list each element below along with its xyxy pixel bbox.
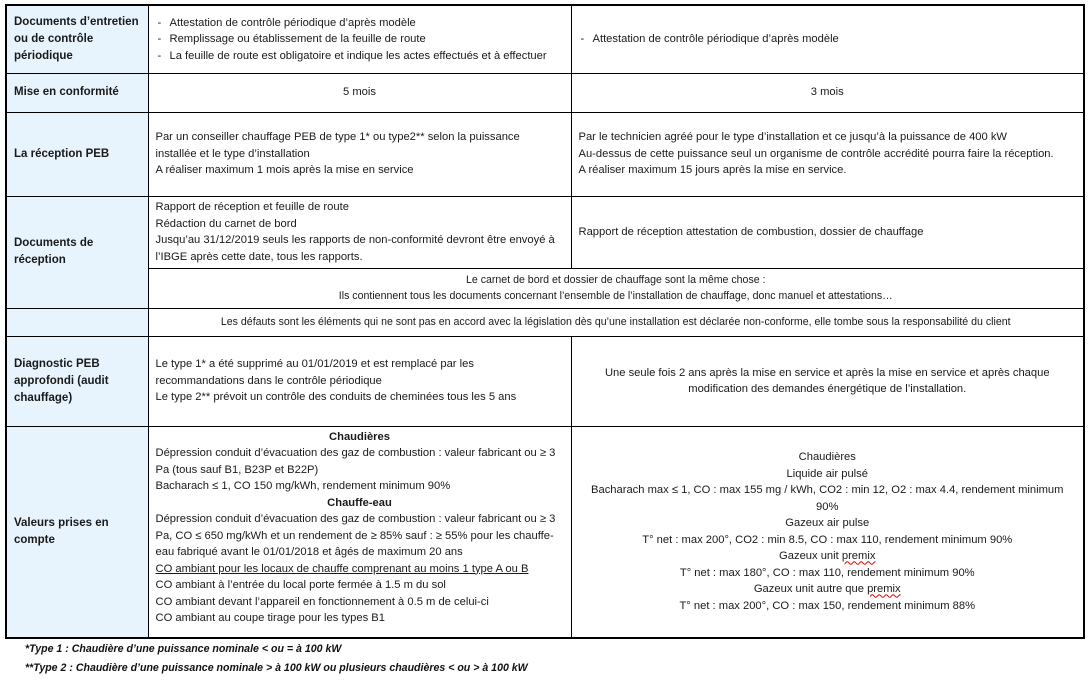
- text-line: Dépression conduit d’évacuation des gaz de combustion : valeur fabricant ou ≥ 3 Pa, CO ≤ 650 mg/kWh et un rendement de ≥ 85% sauf : ≥ 55% pour les chauffe-eau fabriqué avant le 01/01/2018 et âgés de maximum 20 ans: [155, 513, 556, 558]
- row-label: La réception PEB: [6, 112, 148, 196]
- text-line: Par un conseiller chauffage PEB de type 1* ou type2** selon la puissance installée et le type d’installation: [155, 131, 520, 160]
- text-line: Le carnet de bord et dossier de chauffage sont la même chose :: [465, 273, 766, 286]
- list-item: - La feuille de route est obligatoire et indique les actes effectués et à effectuer: [156, 48, 564, 65]
- text-line: Bacharach ≤ 1, CO 150 mg/kWh, rendement minimum 90%: [155, 480, 451, 492]
- row-label: Diagnostic PEB approfondi (audit chauffage): [6, 336, 148, 426]
- text-line: Par le technicien agréé pour le type d’installation et ce jusqu’à la puissance de 400 kW: [578, 131, 1007, 144]
- defauts-cell: Les défauts sont les éléments qui ne sont pas en accord avec la législation dès qu’une installation est déclarée non-conforme, elle tombe sous la responsabilité du client: [148, 308, 1084, 336]
- text-line: Le type 1* a été supprimé au 01/01/2019 et est remplacé par les recommandations dans le contrôle périodique: [155, 358, 474, 387]
- footnotes: [25, 640, 528, 678]
- row-valeurs: [6, 426, 1084, 638]
- list-item: - Remplissage ou établissement de la feuille de route: [156, 31, 564, 48]
- cell-col2: [571, 5, 1084, 73]
- section-heading: Chaudières: [329, 430, 390, 443]
- cell-col2: Rapport de réception attestation de combustion, dossier de chauffage: [571, 196, 1084, 268]
- footnote-type2: **Type 2 : Chaudière d’une puissance nominale > à 100 kW ou plusieurs chaudières < ou > à 100 kW: [25, 662, 528, 674]
- comparison-table: [5, 4, 1085, 639]
- underlined-text: CO ambiant pour les locaux de chauffe comprenant au moins 1 type A ou B: [155, 562, 529, 575]
- cell-col1: [148, 196, 571, 268]
- text-line: A réaliser maximum 15 jours après la mise en service.: [578, 164, 847, 177]
- cell-col2: [571, 112, 1084, 196]
- text-line: Rapport de réception et feuille de route: [155, 201, 349, 213]
- cell-col2: 3 mois: [571, 73, 1084, 112]
- text-line: Le type 2** prévoit un contrôle des conduits de cheminées tous les 5 ans: [155, 391, 517, 404]
- section-heading: Chauffe-eau: [327, 496, 392, 509]
- text-line: Au-dessus de cette puissance seul un organisme de contrôle accrédité pourra faire la réception.: [578, 147, 1054, 160]
- text-line: Ils contiennent tous les documents concernant l’ensemble de l’installation de chauffage, donc manuel et attestations…: [338, 290, 893, 302]
- list-item: - Attestation de contrôle périodique d’après modèle: [579, 31, 1077, 48]
- merged-note-cell: [148, 268, 1084, 308]
- text-line: CO ambiant devant l’appareil en fonctionnement à 0.5 m de celui-ci: [155, 595, 489, 608]
- cell-col1: [148, 5, 571, 73]
- list-item: - Attestation de contrôle périodique d’après modèle: [156, 15, 564, 32]
- text-line: Dépression conduit d’évacuation des gaz de combustion : valeur fabricant ou ≥ 3 Pa (tous sauf B1, B23P et B22P): [155, 447, 556, 476]
- cell-col1: [148, 336, 571, 426]
- row-label: Documents de réception: [6, 196, 148, 308]
- text-line: Liquide air pulsé: [786, 467, 868, 480]
- row-label: [6, 308, 148, 336]
- text-line: CO ambiant à l’entrée du local porte fermée à 1.5 m du sol: [155, 579, 446, 591]
- text-line: T° net : max 180°, CO : max 110, rendement minimum 90%: [679, 566, 975, 579]
- text-fragment: Gazeux unit autre que: [753, 583, 868, 596]
- text-line: A réaliser maximum 1 mois après la mise en service: [155, 164, 414, 177]
- row-documents-reception: [6, 196, 1084, 268]
- row-defauts: [6, 308, 1084, 336]
- spellcheck-word: premix: [841, 550, 876, 563]
- row-label: Documents d’entretien ou de contrôle périodique: [6, 5, 148, 73]
- cell-col2: Une seule fois 2 ans après la mise en service et après la mise en service et après chaque modification des demandes énergétique de l’installation.: [571, 336, 1084, 426]
- text-fragment: Gazeux unit: [779, 550, 842, 563]
- text-line: CO ambiant au coupe tirage pour les types B1: [155, 612, 385, 624]
- cell-col1: 5 mois: [148, 73, 571, 112]
- row-carnet-note: [6, 268, 1084, 308]
- cell-col2: [571, 426, 1084, 638]
- text-line: Rédaction du carnet de bord: [155, 217, 297, 230]
- text-line: [579, 581, 1077, 598]
- row-documents-entretien: [6, 5, 1084, 73]
- row-mise-en-conformite: [6, 73, 1084, 112]
- footnote-type1: *Type 1 : Chaudière d’une puissance nominale < ou = à 100 kW: [25, 643, 342, 655]
- text-line: T° net : max 200°, CO2 : min 8.5, CO : max 110, rendement minimum 90%: [642, 533, 1013, 546]
- text-line: Jusqu’au 31/12/2019 seuls les rapports de non-conformité devront être envoyé à l’IBGE après cette date, tous les rapports.: [155, 234, 555, 263]
- row-label: Mise en conformité: [6, 73, 148, 112]
- cell-col1: [148, 112, 571, 196]
- text-line: Chaudières: [798, 451, 856, 464]
- text-line: T° net : max 200°, CO : max 150, rendement minimum 88%: [679, 599, 976, 612]
- row-reception-peb: [6, 112, 1084, 196]
- row-label: Valeurs prises en compte: [6, 426, 148, 638]
- row-diagnostic: [6, 336, 1084, 426]
- spellcheck-word: premix: [867, 583, 901, 596]
- text-line: Bacharach max ≤ 1, CO : max 155 mg / kWh, CO2 : min 12, O2 : max 4.4, rendement minimum 90%: [591, 484, 1064, 513]
- text-line: Gazeux air pulse: [785, 517, 870, 530]
- text-line: [579, 548, 1077, 565]
- cell-col1: [148, 426, 571, 638]
